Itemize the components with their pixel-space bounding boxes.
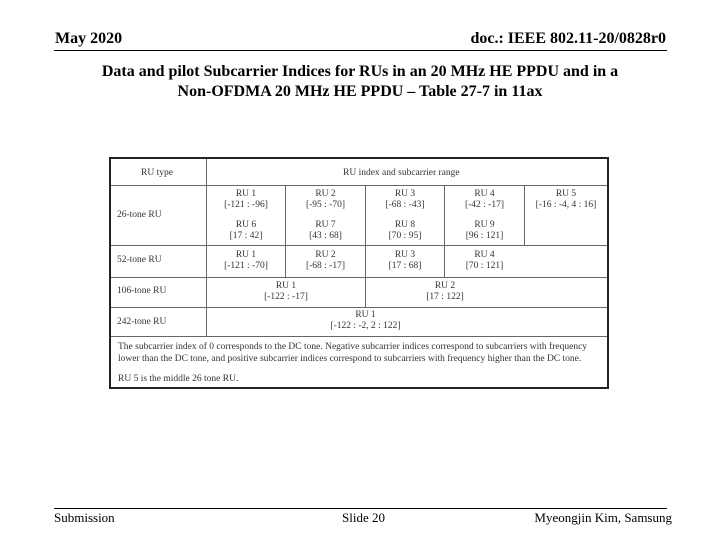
row-label-106-tone: 106-tone RU: [117, 286, 167, 296]
ru26-1-range: [-121 : -96]: [224, 200, 268, 210]
ru26-cell: [207, 189, 285, 211]
ru52-1-name: RU 1: [235, 250, 257, 260]
table-note-line-3: RU 5 is the middle 26 tone RU.: [118, 374, 239, 384]
row-label-26-tone: 26-tone RU: [117, 210, 162, 220]
ru52-cell: [366, 250, 444, 272]
ru26-5-range: [-16 : -4, 4 : 16]: [535, 200, 597, 210]
ru26-cell: [366, 220, 444, 242]
ru52-2-name: RU 2: [315, 250, 336, 260]
column-header-ru-type: RU type: [141, 168, 173, 178]
ru26-2-name: RU 2: [315, 189, 336, 199]
ru106-1-range: [-122 : -17]: [264, 292, 308, 302]
ru26-4-name: RU 4: [474, 189, 495, 199]
ru26-7-range: [43 : 68]: [309, 231, 342, 241]
row-label-52-tone: 52-tone RU: [117, 255, 162, 265]
row-label-242-tone: 242-tone RU: [117, 317, 167, 327]
ru26-cell: [286, 220, 365, 242]
ru-subcarrier-table: [109, 157, 609, 389]
ru26-2-range: [-95 : -70]: [305, 200, 346, 210]
ru26-9-name: RU 9: [474, 220, 495, 230]
ru242-1-name: RU 1: [355, 310, 376, 320]
ru52-4-name: RU 4: [474, 250, 495, 260]
ru26-8-name: RU 8: [394, 220, 416, 230]
ru52-cell: [207, 250, 285, 272]
table-rule: [111, 307, 607, 308]
slide-title-line-1: Data and pilot Subcarrier Indices for RUs in an 20 MHz HE PPDU and in a: [101, 63, 619, 80]
ru26-cell: [445, 189, 524, 211]
ru26-4-range: [-42 : -17]: [464, 200, 505, 210]
ru52-4-range: [70 : 121]: [465, 261, 504, 271]
ru106-cell: [366, 281, 524, 303]
ru26-cell: [445, 220, 524, 242]
header-doc-id: doc.: IEEE 802.11-20/0828r0: [470, 30, 666, 47]
ru52-3-range: [17 : 68]: [388, 261, 422, 271]
ru26-8-range: [70 : 95]: [388, 231, 422, 241]
slide-title: [30, 62, 690, 102]
table-note-line-1: The subcarrier index of 0 corresponds to the DC tone. Negative subcarrier indices correspond to subcarriers with frequency: [118, 342, 588, 352]
footer-author: Myeongjin Kim, Samsung: [534, 510, 672, 525]
ru26-7-name: RU 7: [315, 220, 336, 230]
ru26-cell: [525, 189, 607, 211]
footer-submission: Submission: [54, 510, 115, 525]
slide-title-line-2: Non-OFDMA 20 MHz HE PPDU – Table 27-7 in 11ax: [177, 83, 543, 100]
ru26-3-name: RU 3: [394, 189, 416, 199]
table-rule: [111, 185, 607, 186]
footer-slide-number: Slide 20: [342, 510, 385, 525]
table-rule: [111, 277, 607, 278]
ru26-cell: [366, 189, 444, 211]
ru52-cell: [445, 250, 524, 272]
column-header-range: RU index and subcarrier range: [343, 168, 460, 178]
ru26-6-name: RU 6: [235, 220, 257, 230]
ru26-5-name: RU 5: [555, 189, 577, 199]
table-rule: [111, 245, 607, 246]
ru26-3-range: [-68 : -43]: [385, 200, 425, 210]
ru106-2-name: RU 2: [434, 281, 456, 291]
ru106-2-range: [17 : 122]: [426, 292, 464, 302]
ru26-6-range: [17 : 42]: [229, 231, 263, 241]
ru242-1-range: [-122 : -2, 2 : 122]: [330, 321, 401, 331]
ru52-3-name: RU 3: [394, 250, 416, 260]
footer-divider: [54, 508, 667, 509]
ru242-cell: [207, 310, 524, 332]
table-note-line-2: lower than the DC tone, and positive subcarrier indices correspond to subcarriers with frequency higher than the DC tone.: [118, 354, 582, 364]
table-rule: [111, 336, 607, 337]
header-divider: [54, 50, 667, 51]
header-date: May 2020: [55, 30, 123, 47]
ru106-cell: [207, 281, 365, 303]
ru52-1-range: [-121 : -70]: [224, 261, 268, 271]
ru26-1-name: RU 1: [235, 189, 257, 199]
ru26-cell: [207, 220, 285, 242]
ru106-1-name: RU 1: [275, 281, 297, 291]
ru26-9-range: [96 : 121]: [465, 231, 504, 241]
ru52-cell: [286, 250, 365, 272]
ru26-cell: [286, 189, 365, 211]
ru52-2-range: [-68 : -17]: [305, 261, 346, 271]
